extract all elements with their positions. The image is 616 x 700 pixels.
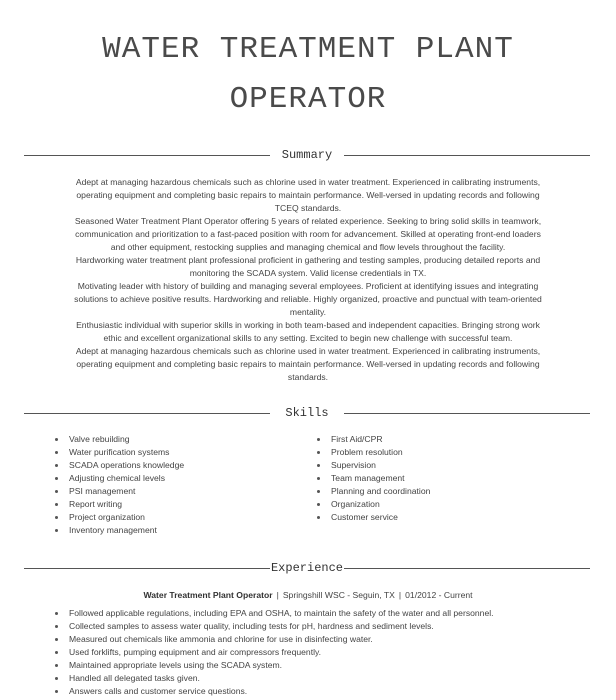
job-header xyxy=(0,590,616,600)
summary-line: Adept at managing hazardous chemicals such as chlorine used in water treatment. Experienced in calibrating instruments, xyxy=(75,346,541,356)
skills-list-left xyxy=(54,433,184,537)
summary-section-header xyxy=(24,147,590,163)
summary-text xyxy=(44,176,572,384)
summary-line: Hardworking water treatment plant professional proficient in gathering and testing samples, producing detailed reports and xyxy=(75,255,541,265)
skill-item: Inventory management xyxy=(54,524,184,537)
summary-line: Seasoned Water Treatment Plant Operator offering 5 years of related experience. Seeking to bring solid skills in teamwork, xyxy=(74,216,542,226)
divider xyxy=(344,413,590,414)
divider xyxy=(344,568,590,569)
summary-line: Enthusiastic individual with superior skills in working in both team-based and independent capacities. Bringing strong work xyxy=(76,320,540,330)
divider xyxy=(344,155,590,156)
skills-list-right xyxy=(316,433,430,524)
job-dates: 01/2012 - Current xyxy=(405,590,473,600)
experience-bullets xyxy=(54,607,594,698)
skill-item: Customer service xyxy=(316,511,430,524)
skill-item: Team management xyxy=(316,472,430,485)
separator: | xyxy=(276,590,279,600)
skill-item: Problem resolution xyxy=(316,446,430,459)
skill-item: Project organization xyxy=(54,511,184,524)
skill-item: Water purification systems xyxy=(54,446,184,459)
summary-line: standards. xyxy=(287,372,329,382)
summary-line: operating equipment and completing basic repairs to maintain performance. Well-versed in updating records and following xyxy=(76,190,540,200)
summary-line: monitoring the SCADA system. Valid license credentials in TX. xyxy=(189,268,427,278)
skill-item: Supervision xyxy=(316,459,430,472)
skill-item: Valve rebuilding xyxy=(54,433,184,446)
summary-line: mentality. xyxy=(289,307,327,317)
summary-line: TCEQ standards. xyxy=(274,203,342,213)
skill-item: Report writing xyxy=(54,498,184,511)
skill-item: First Aid/CPR xyxy=(316,433,430,446)
summary-line: communication and prioritization to a fast-paced position with room for advancement. Skilled at operating front-end loaders xyxy=(75,229,541,239)
experience-bullet: Followed applicable regulations, including EPA and OSHA, to maintain the safety of the water and all personnel. xyxy=(54,607,594,620)
experience-bullet: Handled all delegated tasks given. xyxy=(54,672,594,685)
skill-item: SCADA operations knowledge xyxy=(54,459,184,472)
summary-line: ethic and excellent organizational skills to any setting. Excited to begin new challenge with successful team. xyxy=(103,333,513,343)
experience-bullet: Answers calls and customer service questions. xyxy=(54,685,594,698)
experience-bullet: Used forklifts, pumping equipment and air compressors frequently. xyxy=(54,646,594,659)
experience-heading: Experience xyxy=(270,561,343,575)
skill-item: PSI management xyxy=(54,485,184,498)
skill-item: Planning and coordination xyxy=(316,485,430,498)
experience-bullet: Measured out chemicals like ammonia and chlorine for use in disinfecting water. xyxy=(54,633,594,646)
summary-line: and other equipment, restocking supplies and managing chemical and flow levels throughout the facility. xyxy=(110,242,506,252)
separator: | xyxy=(398,590,402,600)
skill-item: Organization xyxy=(316,498,430,511)
employer: Springshill WSC - Seguin, TX xyxy=(282,590,395,600)
experience-bullet: Collected samples to assess water quality, including tests for pH, hardness and sediment levels. xyxy=(54,620,594,633)
summary-line: operating equipment and completing basic repairs to maintain performance. Well-versed in updating records and following xyxy=(76,359,540,369)
summary-line: solutions to achieve positive results. Hardworking and reliable. Highly organized, proactive and punctual with team-oriented xyxy=(74,294,542,304)
skills-section-header xyxy=(24,405,590,421)
summary-line: Motivating leader with history of building and managing several employees. Proficient at identifying issues and integrating xyxy=(77,281,539,291)
experience-bullet: Maintained appropriate levels using the SCADA system. xyxy=(54,659,594,672)
skills-heading: Skills xyxy=(285,406,329,420)
skill-item: Adjusting chemical levels xyxy=(54,472,184,485)
resume-title-line-1: WATER TREATMENT PLANT xyxy=(102,32,514,67)
resume-title-line-2: OPERATOR xyxy=(229,82,387,117)
summary-heading: Summary xyxy=(281,148,333,162)
experience-section-header xyxy=(24,560,590,576)
summary-line: Adept at managing hazardous chemicals such as chlorine used in water treatment. Experienced in calibrating instruments, xyxy=(75,177,541,187)
job-title: Water Treatment Plant Operator xyxy=(143,590,273,600)
